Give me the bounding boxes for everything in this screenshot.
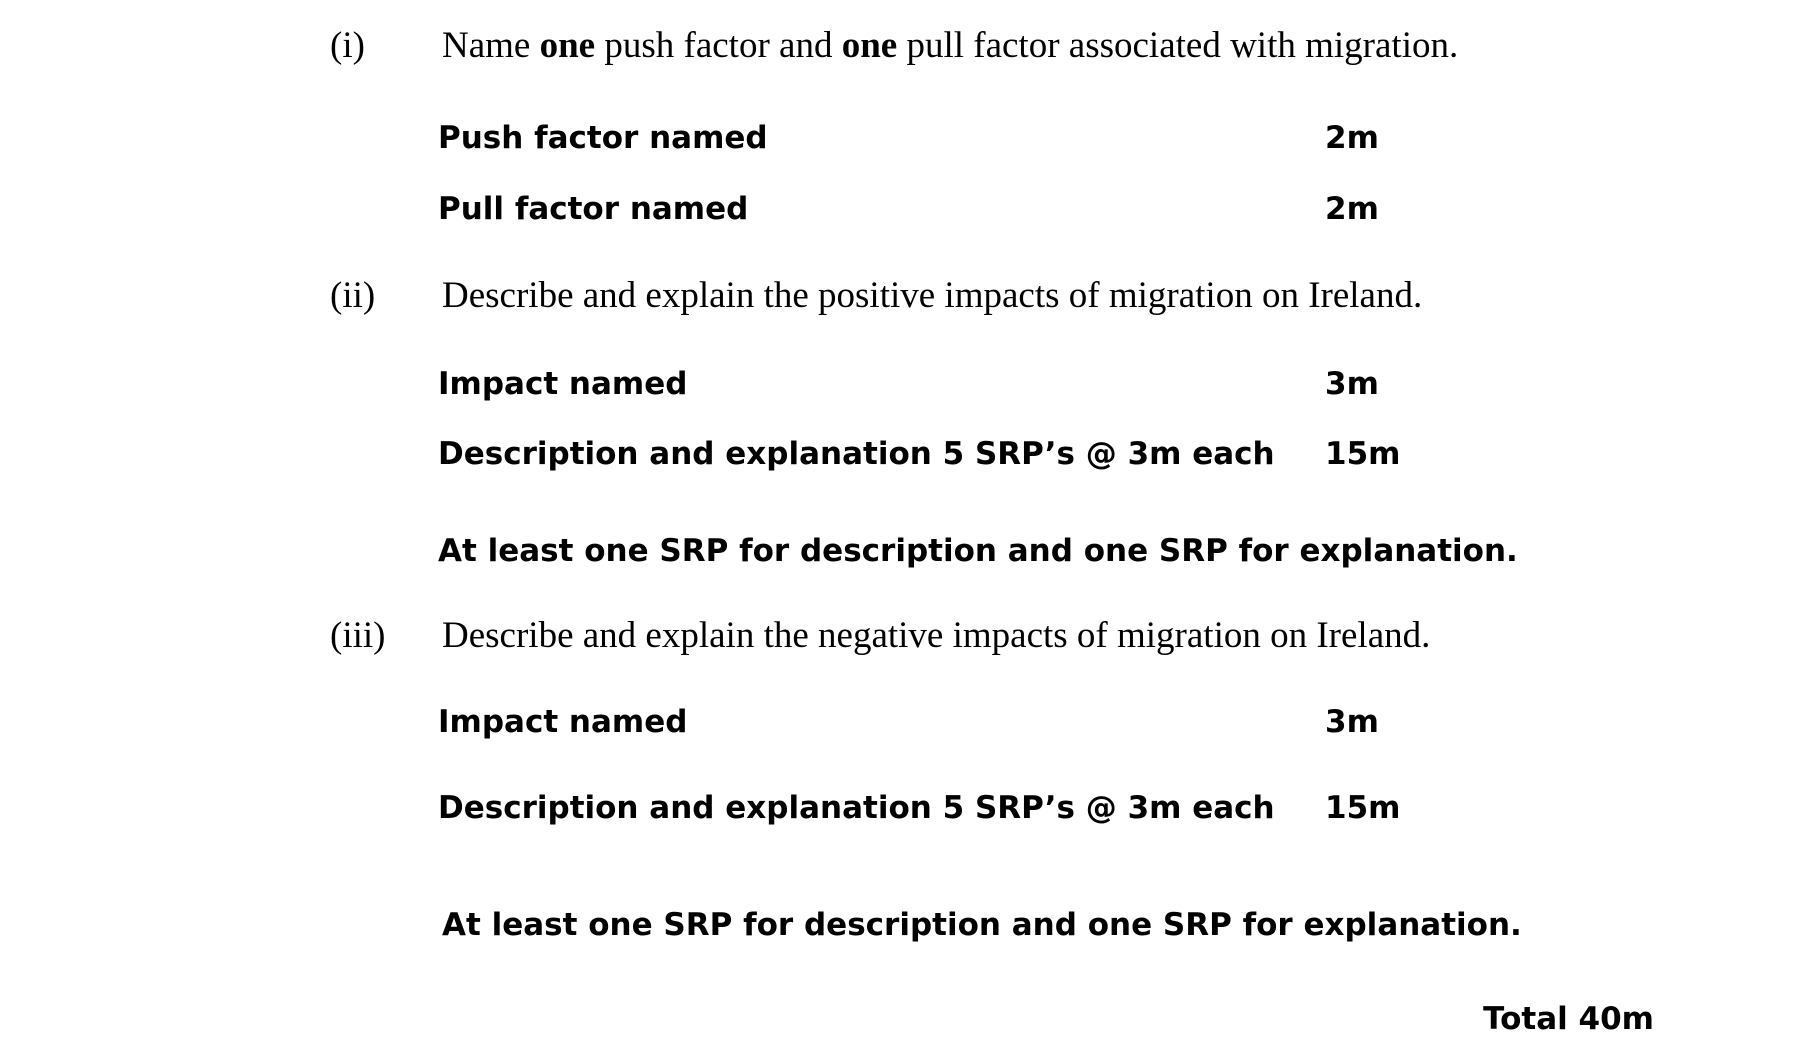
question-text-i: [442, 23, 1458, 69]
scheme-item-marks: 3m: [1325, 366, 1379, 402]
scheme-item-label: Pull factor named: [438, 191, 749, 227]
scheme-item-marks: 2m: [1325, 191, 1379, 227]
question-text-i-part: push factor and: [595, 25, 842, 66]
question-text-i-part: Name: [442, 25, 540, 66]
scheme-note: At least one SRP for description and one SRP for explanation.: [438, 533, 1518, 569]
scheme-item-label: Impact named: [438, 366, 688, 402]
scheme-item-marks: 3m: [1325, 704, 1379, 740]
scheme-item-label: Description and explanation 5 SRP’s @ 3m each: [438, 436, 1275, 472]
question-text-ii: Describe and explain the positive impacts of migration on Ireland.: [442, 275, 1423, 316]
scheme-note: At least one SRP for description and one SRP for explanation.: [442, 907, 1522, 943]
question-text-i-part: pull factor associated with migration.: [897, 25, 1459, 66]
question-text-iii: Describe and explain the negative impacts of migration on Ireland.: [442, 615, 1431, 656]
scheme-item-marks: 15m: [1325, 436, 1401, 472]
scheme-item-label: Push factor named: [438, 120, 768, 156]
scheme-item-label: Description and explanation 5 SRP’s @ 3m each: [438, 790, 1275, 826]
scheme-item-label: Impact named: [438, 704, 688, 740]
question-number-iii: (iii): [330, 615, 386, 656]
scheme-item-marks: 15m: [1325, 790, 1401, 826]
question-number-ii: (ii): [330, 275, 376, 316]
question-number-i: (i): [330, 25, 365, 66]
question-text-i-emphasis: one: [539, 25, 596, 66]
total-marks: Total 40m: [1483, 1001, 1654, 1037]
scheme-item-marks: 2m: [1325, 120, 1379, 156]
question-text-i-emphasis: one: [841, 25, 898, 66]
